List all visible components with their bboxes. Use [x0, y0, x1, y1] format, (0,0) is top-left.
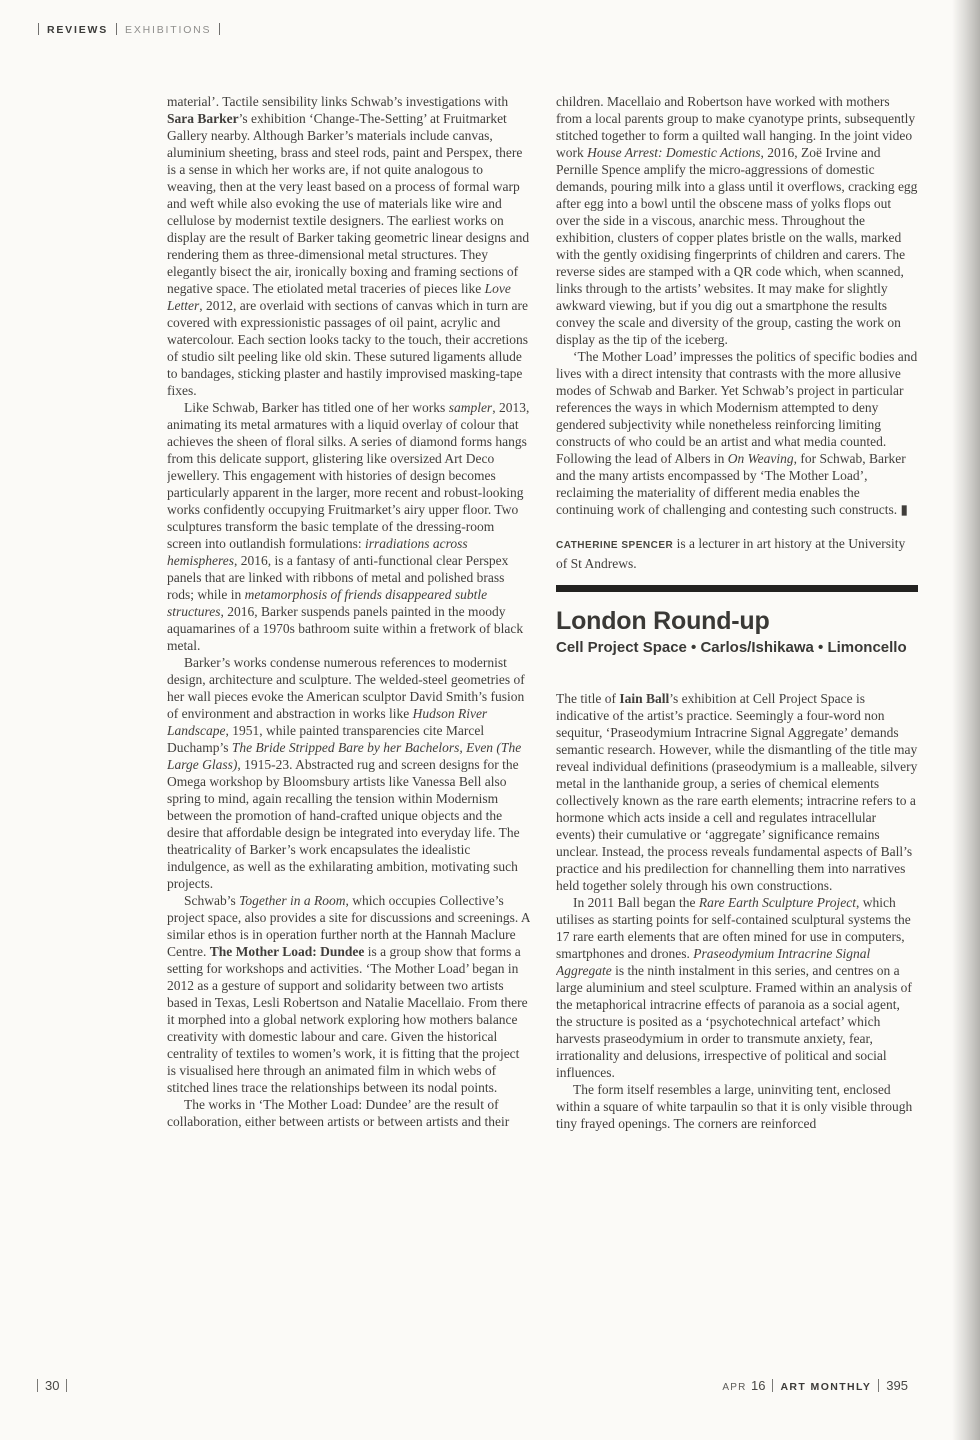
page-number-value: 30 — [45, 1378, 60, 1393]
section-label-reviews: REVIEWS — [47, 24, 109, 36]
paragraph: Barker’s works condense numerous references to modernist design, architecture and sculpture. The welded-steel geometries of her wall pieces evoke the American sculptor David Smith’s fusion of environment and abstraction in works like Hudson River Landscape, 1951, while painted transparencies cite Marcel Duchamp’s The Bride Stripped Bare by her Bachelors, Even (The Large Glass), 1915-23. Abstracted rug and screen designs for the Omega workshop by Bloomsbury artists like Vanessa Bell also spring to mind, again recalling the tension within Modernism between the promotion of hand-crafted unique objects and the desire that affordable design be integrated into everyday life. The theatricality of Barker’s work encapsulates the idealistic indulgence, as well as the exhilarating ambition, motivating such projects. — [167, 655, 525, 891]
paragraph: children. Macellaio and Robertson have worked with mothers from a local parents group to make cyanotype prints, subsequently stitched together to form a quilted wall hanging. In the joint video work House Arrest: Domestic Actions, 2016, Zoë Irvine and Pernille Spence amplify the micro-aggressions of domestic demands, pouring milk into a glass until it overflows, cracking egg after egg into a bowl until the obscene mass of yolks flops out over the side in a viscous, anarchic mess. Throughout the exhibition, clusters of copper plates bristle on the walls, marked with the gently oxidising fingerprints of children and carers. The reverse sides are stamped with a QR code which, when scanned, links through to the artists’ websites. It may make for slightly awkward viewing, but if you dig out a smartphone the results convey the scale and diversity of the group, casting the work on display as the tip of the iceberg. — [556, 94, 918, 347]
paragraph: Schwab’s Together in a Room, which occupies Collective’s project space, also provides a site for discussions and screenings. A similar ethos is in operation further north at the Hannah Maclure Centre. The Mother Load: Dundee is a group show that forms a setting for workshops and activities. ‘The Mother Load’ began in 2012 as a gesture of support and solidarity between two artists based in Texas, Lesli Robertson and Natalie Macellaio. From there it morphed into a global network exploring how mothers balance creativity with domestic labour and care. Given the historical centrality of textiles to women’s work, it is fitting that the project is visualised here through an animated film in which webs of stitched lines trace the relationships between its nodal points. — [167, 893, 530, 1095]
page-header — [30, 20, 228, 38]
divider-bar — [878, 1379, 879, 1392]
divider-bar — [772, 1379, 773, 1392]
magazine-name: ART MONTHLY — [780, 1381, 872, 1393]
section-divider-rule — [556, 585, 918, 592]
page-number — [30, 1377, 74, 1395]
issue-month: APR — [722, 1382, 747, 1393]
section-label-exhibitions: EXHIBITIONS — [125, 24, 212, 36]
issue-year: 16 — [750, 1378, 766, 1393]
section-title: London Round-up — [556, 607, 770, 635]
page-edge-shadow — [952, 0, 980, 1440]
paragraph: The form itself resembles a large, uninviting tent, enclosed within a square of white tarpaulin so that it is only visible through tiny frayed openings. The corners are reinforced — [556, 1082, 913, 1131]
author-name: CATHERINE SPENCER — [556, 540, 674, 551]
article-2-text — [556, 690, 918, 1132]
paragraph: Like Schwab, Barker has titled one of her works sampler, 2013, animating its metal armatures with a liquid overlay of colour that achieves the sheen of floral silks. A series of diamond forms hangs from this delicate support, glistering like oversized Art Deco jewellery. This engagement with histories of design becomes particularly apparent in the larger, more recent and robust-looking works confidently occupying Fruitmarket’s airy upper floor. Two sculptures transform the basic template of the dressing-room screen into outlandish formulations: irradiations across hemispheres, 2016, is a fantasy of anti-functional clear Perspex panels that are linked with ribbons of metal and polished brass rods; while in metamorphosis of friends disappeared subtle structures, 2016, Barker suspends panels painted in the moody aquamarines of a 1970s bathroom suite within a fretwork of black metal. — [167, 400, 530, 653]
divider-bar — [219, 23, 220, 35]
divider-bar — [66, 1379, 67, 1392]
right-text-column — [556, 93, 918, 1365]
issue-info — [722, 1377, 908, 1395]
paragraph: material’. Tactile sensibility links Schwab’s investigations with Sara Barker’s exhibition ‘Change-The-Setting’ at Fruitmarket Gallery nearby. Although Barker’s materials include canvas, aluminium sheeting, brass and steel rods, paint and Perspex, there is a sense in which her works are, if not quite analogous to weaving, then at the very least based on a process of formal warp and weft while also evoking the use of materials like wire and cellulose by modernist textile designers. The earliest works on display are the result of Barker taking geometric linear designs and rendering them as three-dimensional metal structures. They elegantly bisect the air, ironically boxing and framing sections of negative space. The etiolated metal traceries of pieces like Love Letter, 2012, are overlaid with sections of canvas which in turn are covered with expressionistic passages of oil paint, acrylic and watercolour. Each section looks tacky to the touch, their accretions of studio silt peeling like old skin. These sutured ligaments allude to bandages, sticking plaster and hastily improvised masking-tape fixes. — [167, 94, 530, 398]
paragraph: The works in ‘The Mother Load: Dundee’ are the result of collaboration, either between artists or between artists and their — [167, 1097, 510, 1129]
paragraph: In 2011 Ball began the Rare Earth Sculpture Project, which utilises as starting points for self-contained sculptural systems the 17 rare earth elements that are often mined for use in computers, smartphones and drones. Praseodymium Intracrine Signal Aggregate is the ninth instalment in this series, and centres on a large aluminium and steel sculpture. Framed within an analysis of the metaphorical intracrine effects of paranoia as a social agent, the structure is posited as a ‘psychotechnical artefact’ which harvests praseodymium in order to transmute anxiety, fear, irrationality and delusions, irrespective of political and social influences. — [556, 895, 912, 1080]
left-text-column — [167, 93, 530, 1365]
byline-text: is a lecturer in art history at the University of St Andrews. — [556, 536, 906, 571]
divider-bar — [38, 23, 39, 35]
section-venues: Cell Project Space • Carlos/Ishikawa • Limoncello — [556, 639, 907, 656]
divider-bar — [37, 1379, 38, 1392]
divider-bar — [116, 23, 117, 35]
article-1-text — [556, 93, 918, 518]
paragraph: The title of Iain Ball’s exhibition at Cell Project Space is indicative of the artist’s practice. Seemingly a four-word non sequitur, ‘Praseodymium Intracrine Signal Aggregate’ demands semantic research. However, while the dismantling of the title may reveal individual definitions (praseodymium is a malleable, silvery metal in the lanthanide group, a series of chemical elements collectively known as the rare earth elements; intracrine refers to a hormone which acts inside a cell and regulates intracellular events) their cumulative or ‘aggregate’ significance remains unclear. Instead, the process reveals fundamental aspects of Ball’s practice and his predilection for channelling them into narratives held together solely through his own constructions. — [556, 691, 918, 893]
paragraph: ‘The Mother Load’ impresses the politics of specific bodies and lives with a direct intensity that contrasts with the more allusive modes of Schwab and Barker. Yet Schwab’s project in particular references the ways in which Modernism attempted to deny gendered subjectivity while nonetheless reinforcing limiting constructs of who could be an artist and what media counted. Following the lead of Albers in On Weaving, for Schwab, Barker and the many artists encompassed by ‘The Mother Load’, reclaiming the materiality of different media enables the continuing work of challenging and contesting such constructs. ▮ — [556, 349, 918, 517]
issue-number: 395 — [886, 1378, 908, 1393]
author-byline — [556, 535, 918, 573]
